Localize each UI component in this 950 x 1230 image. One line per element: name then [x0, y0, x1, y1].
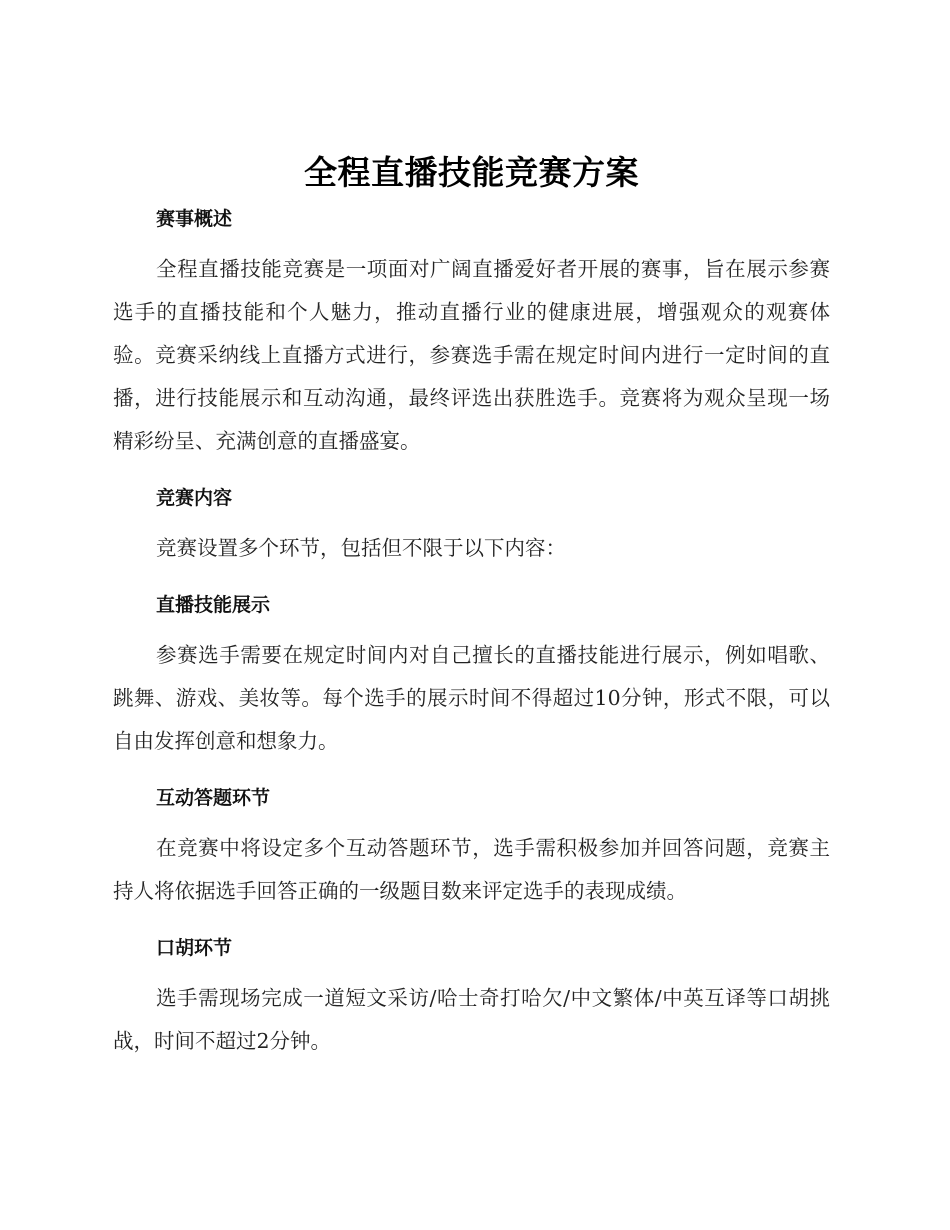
- section-heading: 直播技能展示: [156, 594, 271, 616]
- section-speaking-challenge: [113, 933, 830, 1063]
- section-paragraph: 参赛选手需要在规定时间内对自己擅长的直播技能进行展示，例如唱歌、跳舞、游戏、美妆等。每个选手的展示时间不得超过10分钟，形式不限，可以自由发挥创意和想象力。: [113, 643, 830, 753]
- section-paragraph: 在竞赛中将设定多个互动答题环节，选手需积极参加并回答问题，竞赛主持人将依据选手回答正确的一级题目数来评定选手的表现成绩。: [113, 836, 830, 903]
- document-title: 全程直播技能竞赛方案: [304, 153, 639, 192]
- section-content: [113, 483, 830, 570]
- section-heading: 赛事概述: [156, 208, 233, 230]
- section-heading: 口胡环节: [156, 937, 233, 959]
- section-heading: 互动答题环节: [156, 787, 271, 809]
- section-interactive-quiz: [113, 783, 830, 913]
- section-overview: [113, 204, 830, 463]
- section-heading: 竞赛内容: [156, 487, 233, 509]
- section-paragraph: 竞赛设置多个环节，包括但不限于以下内容：: [156, 536, 566, 560]
- section-skill-showcase: [113, 590, 830, 763]
- section-paragraph: 选手需现场完成一道短文采访/哈士奇打哈欠/中文繁体/中英互译等口胡挑战，时间不超过2分钟。: [113, 986, 830, 1053]
- section-paragraph: 全程直播技能竞赛是一项面对广阔直播爱好者开展的赛事，旨在展示参赛选手的直播技能和个人魅力，推动直播行业的健康进展，增强观众的观赛体验。竞赛采纳线上直播方式进行，参赛选手需在规定时间内进行一定时间的直播，进行技能展示和互动沟通，最终评选出获胜选手。竞赛将为观众呈现一场精彩纷呈、充满创意的直播盛宴。: [113, 257, 830, 453]
- document-body: [113, 150, 830, 1063]
